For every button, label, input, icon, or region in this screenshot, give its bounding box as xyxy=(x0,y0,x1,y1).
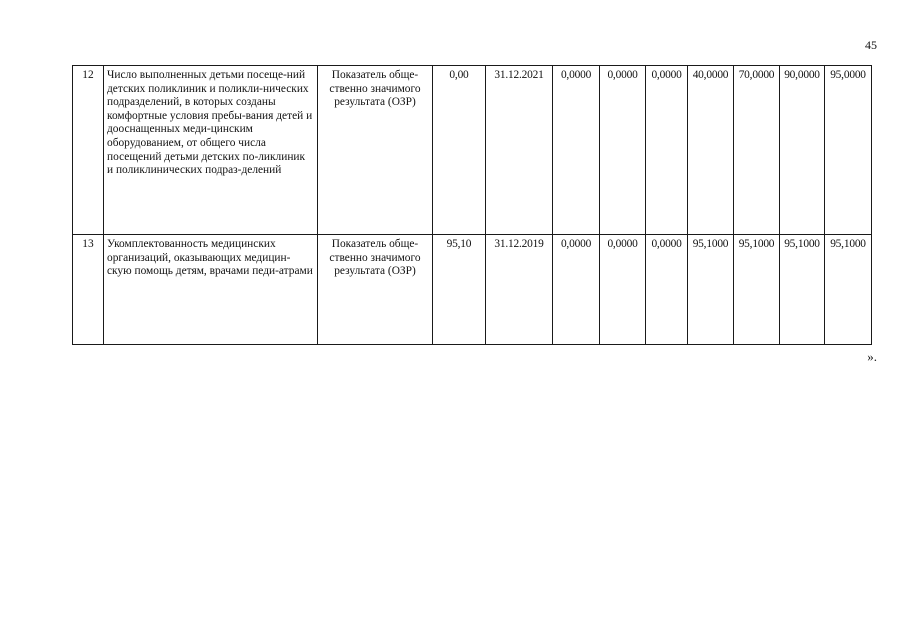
base-value: 95,10 xyxy=(433,235,486,345)
base-date: 31.12.2019 xyxy=(486,235,553,345)
page-number: 45 xyxy=(865,38,877,52)
indicator-type: Показатель обще-ственно значимого результата (ОЗР) xyxy=(318,235,433,345)
period-value: 90,0000 xyxy=(780,66,825,235)
period-value: 0,0000 xyxy=(553,235,600,345)
base-date: 31.12.2021 xyxy=(486,66,553,235)
base-value: 0,00 xyxy=(433,66,486,235)
indicator-type: Показатель обще-ственно значимого результата (ОЗР) xyxy=(318,66,433,235)
period-value: 0,0000 xyxy=(600,235,646,345)
period-value: 95,1000 xyxy=(780,235,825,345)
period-value: 70,0000 xyxy=(734,66,780,235)
table-row xyxy=(73,66,872,235)
period-value: 0,0000 xyxy=(553,66,600,235)
period-value: 95,1000 xyxy=(734,235,780,345)
indicator-name: Число выполненных детьми посеще-ний детских поликлиник и поликли-нических подразделений, в которых созданы комфортные условия пребы-вания детей и дооснащенных меди-цинским оборудованием, от общего числа посещений детьми детских по-ликлиник и поликлинических подраз-делений xyxy=(104,66,318,235)
indicator-table xyxy=(72,65,872,345)
indicator-name: Укомплектованность медицинских организаций, оказывающих медицин-скую помощь детям, врачами педи-атрами xyxy=(104,235,318,345)
period-value: 0,0000 xyxy=(646,66,688,235)
period-value: 95,1000 xyxy=(688,235,734,345)
table-row xyxy=(73,235,872,345)
closing-quote: ». xyxy=(867,349,877,364)
row-number: 12 xyxy=(73,66,104,235)
row-number: 13 xyxy=(73,235,104,345)
period-value: 95,1000 xyxy=(825,235,872,345)
period-value: 40,0000 xyxy=(688,66,734,235)
period-value: 0,0000 xyxy=(646,235,688,345)
period-value: 95,0000 xyxy=(825,66,872,235)
period-value: 0,0000 xyxy=(600,66,646,235)
